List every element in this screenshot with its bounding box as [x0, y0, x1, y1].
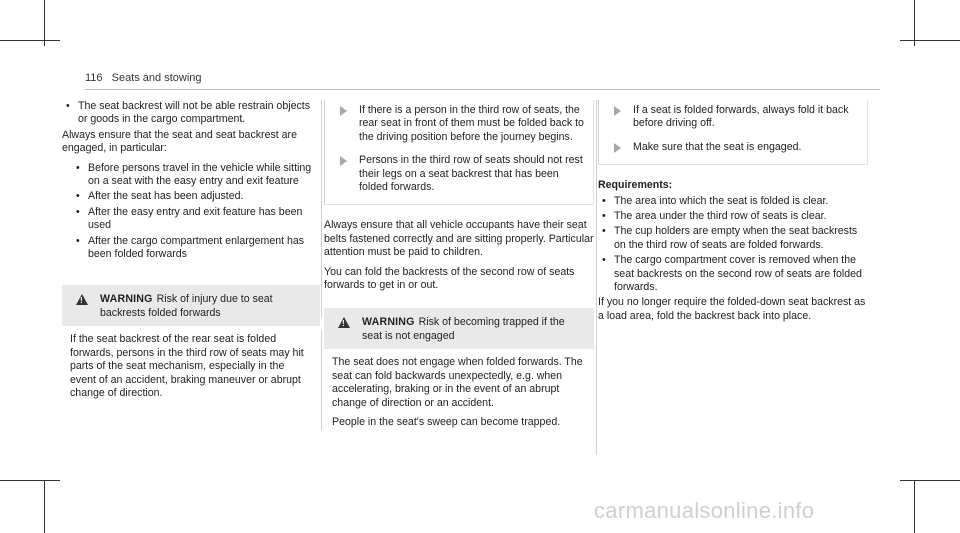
column-divider: [321, 100, 322, 318]
section-title: Seats and stowing: [111, 72, 202, 84]
list-item: • The cargo compartment cover is removed when the seat backrests on the second row of seats are folded forwards.: [598, 254, 868, 294]
paragraph: The seat does not engage when folded forwards. The seat can fold backwards unexpectedly, e.g. when accelerating, braking or in the event of an abrupt change of direction or an accident.: [332, 356, 583, 409]
watermark: carmanualsonline.info: [594, 498, 815, 523]
step-list: [599, 104, 861, 154]
list-item: • The seat backrest will not be able restrain objects or goods in the cargo compartment.: [62, 100, 320, 127]
step-item: If a seat is folded forwards, always fold it back before driving off.: [599, 104, 861, 131]
paragraph: People in the seat's sweep can become trapped.: [332, 415, 561, 428]
list-item: • The area under the third row of seats is clear.: [598, 210, 868, 223]
crop-mark: [0, 40, 60, 41]
paragraph: If the seat backrest of the rear seat is folded forwards, persons in the third row of seats may hit parts of the seat mechanism, especially in the event of an accident, braking maneuver or abrupt change of direction.: [70, 333, 304, 399]
step-arrow-icon: [340, 156, 347, 166]
list-item: • The cup holders are empty when the seat backrests on the third row of seats are folded forwards.: [598, 225, 868, 252]
step-item: Persons in the third row of seats should not rest their legs on a seat backrest that has been folded forwards.: [325, 154, 587, 194]
header-divider: [85, 89, 880, 90]
requirements-heading: Requirements:: [598, 179, 673, 192]
running-header: [85, 72, 202, 84]
list-item: • The area into which the seat is folded is clear.: [598, 195, 868, 208]
paragraph: Always ensure that the seat and seat backrest are engaged, in particular:: [62, 128, 297, 155]
page-number: 116: [85, 72, 103, 84]
crop-mark: [0, 480, 60, 481]
warning-header: ! WARNING Risk of becoming trapped if the seat is not engaged: [324, 308, 594, 349]
paragraph: If you no longer require the folded-down seat backrest as a load area, fold the backrest back into place.: [598, 296, 866, 322]
step-list: [325, 104, 587, 194]
warning-title: Risk of becoming trapped if the seat is not engaged: [362, 316, 565, 342]
warning-label: WARNING: [362, 316, 415, 329]
step-arrow-icon: [340, 106, 347, 116]
step-box: [598, 100, 868, 165]
step-item: If there is a person in the third row of seats, the rear seat in front of them must be folded back to the driving position before the journey begins.: [325, 104, 587, 144]
list-item: • After the easy entry and exit feature has been used: [72, 206, 320, 233]
sub-bullet-list: [62, 162, 320, 262]
warning-header: ! WARNING Risk of injury due to seat backrests folded forwards: [62, 285, 320, 326]
step-arrow-icon: [614, 143, 621, 153]
list-item: • After the seat has been adjusted.: [72, 190, 320, 203]
warning-body: [62, 326, 320, 408]
step-arrow-icon: [614, 106, 621, 116]
bullet-list: [62, 100, 320, 127]
step-box: [324, 100, 594, 205]
crop-mark: [914, 480, 915, 533]
column-divider: [596, 100, 597, 455]
crop-mark: [44, 480, 45, 533]
warning-title: Risk of injury due to seat backrests folded forwards: [100, 293, 273, 319]
column-1: [62, 100, 320, 408]
list-item: • Before persons travel in the vehicle while sitting on a seat with the easy entry and exit feature: [72, 162, 320, 189]
paragraph: Always ensure that all vehicle occupants have their seat belts fastened correctly and are sitting properly. Particular attention must be paid to children.: [324, 219, 594, 259]
column-3: [598, 100, 868, 329]
warning-label: WARNING: [100, 293, 153, 306]
column-divider: [321, 330, 322, 430]
crop-mark: [900, 480, 960, 481]
warning-body: [324, 349, 594, 437]
step-item: Make sure that the seat is engaged.: [599, 141, 861, 154]
crop-mark: [900, 40, 960, 41]
column-2: [324, 100, 594, 437]
list-item: • After the cargo compartment enlargement has been folded forwards: [72, 235, 320, 262]
paragraph: You can fold the backrests of the second row of seats forwards to get in or out.: [324, 265, 575, 292]
requirements-list: [598, 195, 868, 295]
